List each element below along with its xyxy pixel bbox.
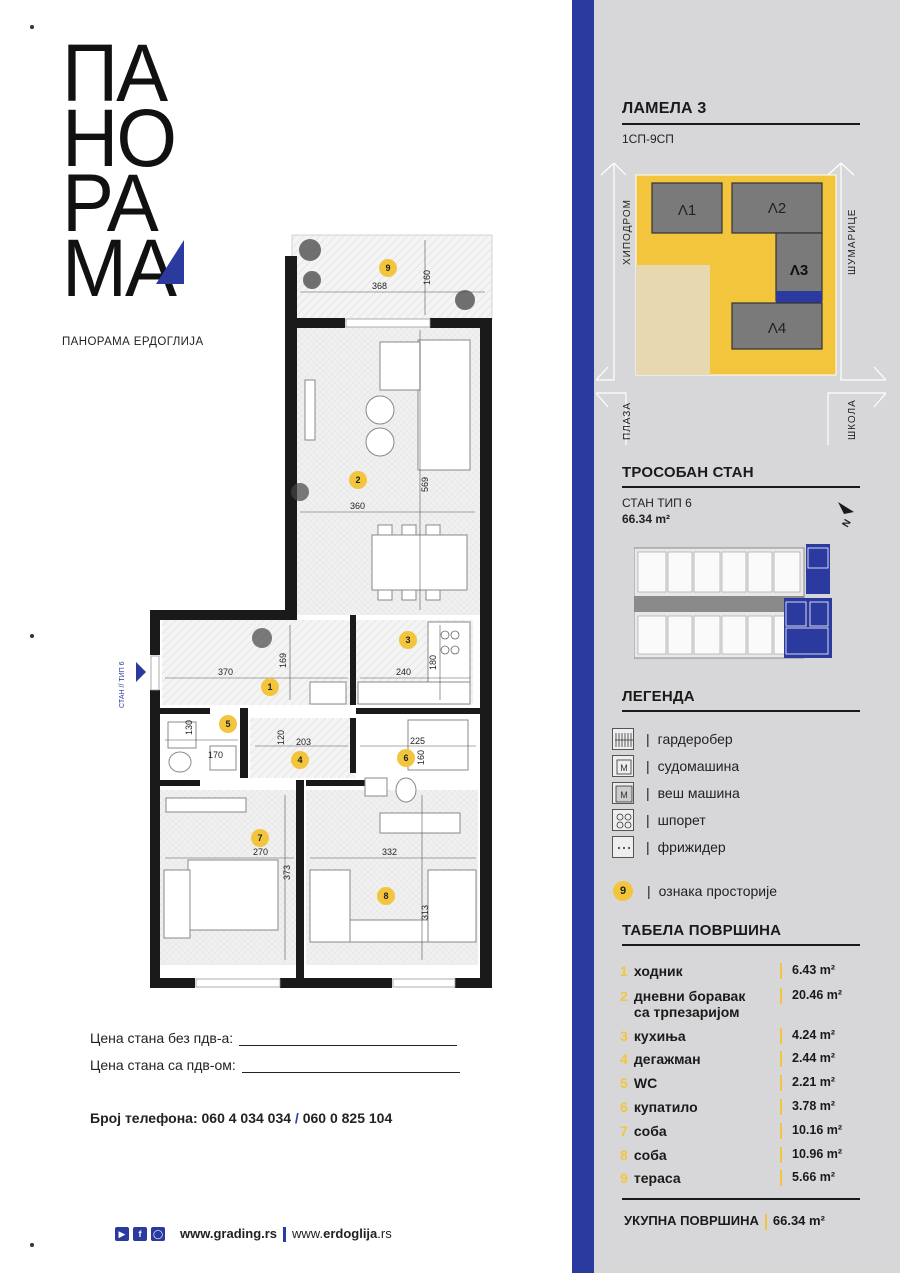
area-divider <box>780 1075 782 1091</box>
area-num: 2 <box>620 988 628 1004</box>
block-l3: Λ3 <box>789 262 809 279</box>
social-icons <box>115 1227 165 1241</box>
total-divider <box>765 1214 767 1230</box>
total-area-value: 66.34 m² <box>772 1213 825 1228</box>
dim-label: 169 <box>278 652 288 668</box>
rule <box>622 486 860 488</box>
rule <box>622 123 860 125</box>
website-link-erdoglija[interactable] <box>292 1226 392 1241</box>
website-suffix: .rs <box>377 1226 392 1241</box>
floor-plan <box>110 230 510 990</box>
price-with-vat <box>90 1057 460 1073</box>
area-name-line-1: дневни боравак <box>633 988 746 1004</box>
area-num: 7 <box>620 1123 628 1139</box>
legend-label: гардеробер <box>657 731 733 747</box>
logo-line-3: РА <box>62 156 157 249</box>
area-num: 6 <box>620 1099 628 1115</box>
total-area-label: УКУПНА ПОВРШИНА <box>624 1213 759 1228</box>
stove-icon <box>612 809 634 831</box>
dim-label: 373 <box>282 864 292 880</box>
instagram-icon[interactable]: ◯ <box>151 1227 165 1241</box>
area-divider <box>780 963 782 979</box>
dim-label: 160 <box>422 269 432 285</box>
phone-separator: / <box>294 1110 299 1126</box>
area-name: дегажман <box>633 1051 701 1067</box>
legend-title: ЛЕГЕНДА <box>622 688 695 705</box>
logo-line-2: НО <box>62 91 175 184</box>
legend-pipe: | <box>646 839 650 855</box>
area-value: 3.78 m² <box>792 1099 836 1113</box>
legend-item-stove <box>612 809 706 831</box>
legend-pipe: | <box>646 785 650 801</box>
area-divider <box>780 1170 782 1186</box>
area-value: 5.66 m² <box>792 1170 836 1184</box>
dishwasher-icon <box>612 755 634 777</box>
room-number-marker: 9 <box>613 881 633 901</box>
dim-label: 170 <box>208 750 224 760</box>
street-bottom-left: ПЛАЗА <box>622 401 633 440</box>
area-row <box>620 1170 860 1186</box>
dim-label: 368 <box>372 281 388 291</box>
crop-mark <box>30 25 34 29</box>
site-plan <box>596 155 886 445</box>
area-name: WC <box>633 1075 658 1091</box>
area-row <box>620 988 860 1020</box>
phone-label: Број телефона: <box>90 1110 198 1126</box>
dim-label: 130 <box>184 719 194 735</box>
phone-number-1[interactable]: 060 4 034 034 <box>201 1110 292 1126</box>
area-num: 9 <box>620 1170 628 1186</box>
area-name: купатило <box>633 1099 698 1115</box>
room-6: 6 <box>403 753 409 763</box>
room-2: 2 <box>355 475 361 485</box>
area-value: 2.44 m² <box>792 1051 836 1065</box>
area-divider <box>780 988 782 1004</box>
dim-label: 225 <box>410 736 426 746</box>
area-value: 4.24 m² <box>792 1028 836 1042</box>
youtube-icon[interactable]: ▶ <box>115 1227 129 1241</box>
area-divider <box>780 1147 782 1163</box>
block-l1: Λ1 <box>677 202 697 219</box>
area-name: ходник <box>633 963 683 979</box>
legend-label: веш машина <box>657 785 740 801</box>
legend-item-room-number <box>613 880 777 902</box>
legend-item-wardrobe <box>612 728 733 750</box>
legend-label: судомашина <box>657 758 740 774</box>
dim-label: 270 <box>253 847 269 857</box>
legend-item-dishwasher <box>612 755 739 777</box>
crop-mark <box>30 1243 34 1247</box>
room-1: 1 <box>267 682 273 692</box>
crop-mark <box>30 634 34 638</box>
area-value: 10.16 m² <box>792 1123 843 1137</box>
logo-subtitle: ПАНОРАМА ЕРДОГЛИЈА <box>62 336 204 348</box>
website-name: erdoglija <box>323 1226 378 1241</box>
legend-label: фрижидер <box>657 839 726 855</box>
area-name: соба <box>633 1147 667 1163</box>
area-value: 10.96 m² <box>792 1147 843 1161</box>
area-divider <box>780 1123 782 1139</box>
area-num: 4 <box>620 1051 628 1067</box>
block-l2: Λ2 <box>767 200 787 217</box>
apartment-side-label: СТАН // ТИП 6 <box>119 661 126 708</box>
area-num: 8 <box>620 1147 628 1163</box>
area-row <box>620 1028 860 1044</box>
areas-title: ТАБЕЛА ПОВРШИНА <box>622 922 782 939</box>
legend-item-washing-machine <box>612 782 740 804</box>
dim-label: 569 <box>420 476 430 492</box>
washing-machine-icon <box>612 782 634 804</box>
block-l4: Λ4 <box>767 320 787 337</box>
legend-label: ознака просторије <box>658 883 778 899</box>
area-name-line-2: са трпезаријом <box>633 1004 740 1020</box>
dim-label: 240 <box>396 667 412 677</box>
area-num: 5 <box>620 1075 628 1091</box>
area-value: 20.46 m² <box>792 988 843 1002</box>
room-3: 3 <box>405 635 411 645</box>
svg-text:M: M <box>620 763 628 773</box>
area-row <box>620 1123 860 1139</box>
phone <box>90 1110 392 1126</box>
dim-label: 120 <box>276 729 286 745</box>
area-row <box>620 1147 860 1163</box>
rule <box>622 944 860 946</box>
area-name: тераса <box>633 1170 681 1186</box>
dim-label: 180 <box>428 654 438 670</box>
dim-label: 160 <box>416 749 426 765</box>
area-divider <box>780 1099 782 1115</box>
wardrobe-icon <box>612 728 634 750</box>
phone-number-2[interactable]: 060 0 825 104 <box>302 1110 393 1126</box>
logo-line-4: МА <box>62 221 175 315</box>
website-links <box>180 1226 392 1242</box>
area-value: 6.43 m² <box>792 963 836 977</box>
area-divider <box>780 1051 782 1067</box>
accent-stripe <box>572 0 594 1273</box>
area-row <box>620 1099 860 1115</box>
street-top-left: ХИПОДРОМ <box>622 199 633 265</box>
rule <box>622 710 860 712</box>
room-9: 9 <box>385 263 391 273</box>
area-name: кухиња <box>633 1028 686 1044</box>
legend-item-fridge <box>612 836 726 858</box>
price-without-vat <box>90 1030 457 1046</box>
legend-pipe: | <box>646 731 650 747</box>
floor-key-plan <box>634 538 844 668</box>
room-5: 5 <box>225 719 231 729</box>
area-name: соба <box>633 1123 667 1139</box>
legend-pipe: | <box>646 758 650 774</box>
area-row <box>620 963 860 979</box>
website-divider <box>283 1227 286 1242</box>
facebook-icon[interactable]: f <box>133 1227 147 1241</box>
area-row <box>620 1075 860 1091</box>
lamela-title: ЛАМЕЛА 3 <box>622 100 707 117</box>
legend-label: шпорет <box>657 812 706 828</box>
street-top-right: ШУМАРИЦЕ <box>847 208 858 275</box>
price-without-vat-line <box>239 1032 457 1046</box>
total-area <box>624 1213 825 1230</box>
fridge-icon <box>612 836 634 858</box>
room-7: 7 <box>257 833 263 843</box>
dim-label: 360 <box>350 501 366 511</box>
area-divider <box>780 1028 782 1044</box>
dim-label: 203 <box>296 737 312 747</box>
price-with-vat-line <box>242 1059 460 1073</box>
dim-label: 332 <box>382 847 398 857</box>
room-4: 4 <box>297 755 303 765</box>
apartment-title: ТРОСОБАН СТАН <box>622 464 754 481</box>
price-with-vat-label: Цена стана са пдв-ом: <box>90 1057 236 1073</box>
room-8: 8 <box>383 891 389 901</box>
area-name <box>634 988 745 1020</box>
floors-label: 1СП-9СП <box>622 132 674 146</box>
rule <box>622 1198 860 1200</box>
dim-label: 313 <box>420 904 430 920</box>
website-link-grading[interactable]: www.grading.rs <box>180 1226 278 1241</box>
street-bottom-right: ШКОЛА <box>847 399 858 440</box>
north-label: N <box>840 517 854 530</box>
logo-line-1: ПА <box>62 26 167 119</box>
price-without-vat-label: Цена стана без пдв-а: <box>90 1030 234 1046</box>
area-row <box>620 1051 860 1067</box>
dim-label: 370 <box>218 667 234 677</box>
north-arrow-icon <box>830 498 860 536</box>
legend-pipe: | <box>647 883 651 899</box>
area-num: 1 <box>620 963 628 979</box>
svg-text:M: M <box>620 790 628 800</box>
legend-pipe: | <box>646 812 650 828</box>
area-value: 2.21 m² <box>792 1075 836 1089</box>
apartment-type: СТАН ТИП 6 <box>622 496 692 510</box>
area-num: 3 <box>620 1028 628 1044</box>
apartment-area: 66.34 m² <box>622 512 671 526</box>
website-prefix: www. <box>292 1226 324 1241</box>
